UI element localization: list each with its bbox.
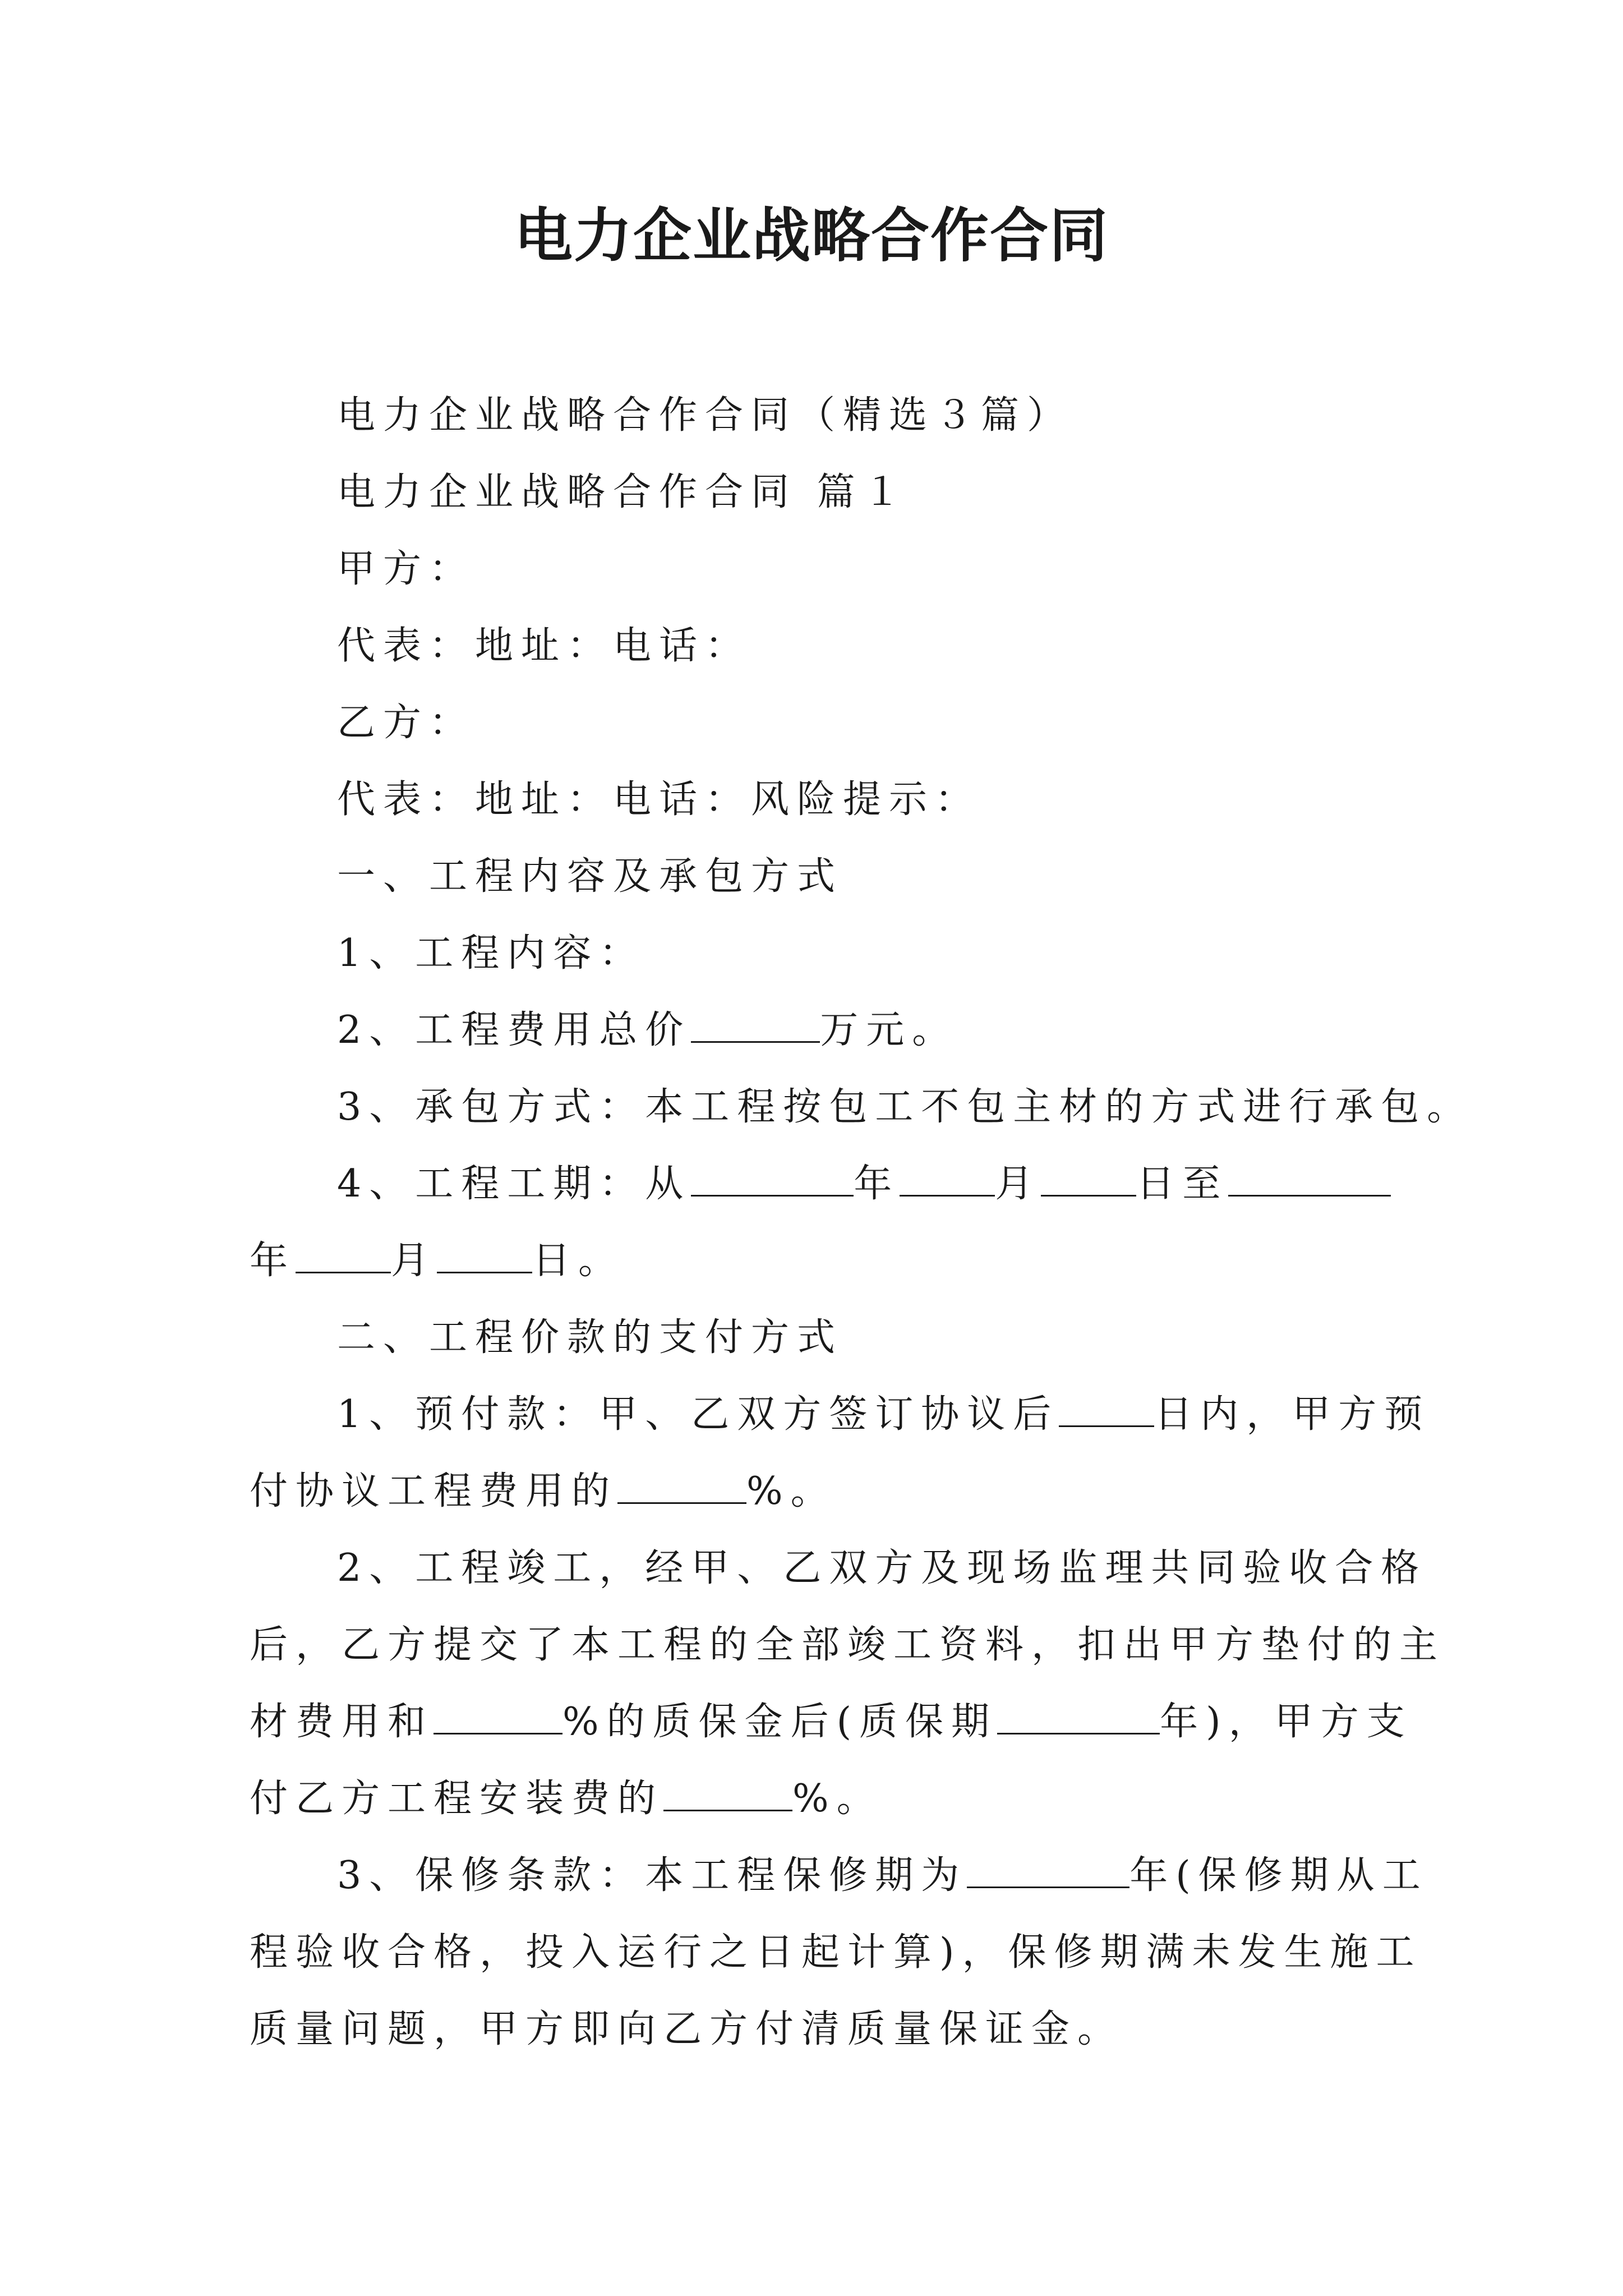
clause-1-3: [250, 1069, 1473, 1145]
party-b-contact: [250, 761, 1388, 838]
fill-blank: [1041, 1162, 1136, 1197]
fill-blank: [691, 1009, 820, 1043]
text: 日。: [532, 1239, 625, 1283]
text: 甲方：: [337, 547, 476, 591]
party-a-label: [250, 531, 1388, 608]
document-title: 电力企业战略合作合同: [514, 201, 1109, 270]
clause-1-4: [250, 1145, 1388, 1222]
text: 代表：地址：电话：风险提示：: [337, 777, 981, 822]
text: 月: [391, 1239, 437, 1283]
clause-2-1-cont: [250, 1453, 1388, 1530]
clause-heading-1: [250, 838, 1388, 915]
clause-1-4-cont: [250, 1222, 1388, 1299]
text: 3、承包方式：本工程按包工不包主材的方式进行承包。: [337, 1085, 1473, 1129]
fill-blank: [967, 1854, 1129, 1888]
fill-blank: [900, 1162, 995, 1197]
paragraph-subtitle: [250, 377, 1388, 454]
fill-blank: [437, 1239, 532, 1273]
text: 质量问题，甲方即向乙方付清质量保证金。: [250, 2007, 1124, 2051]
clause-1-1: [250, 915, 1388, 992]
text: 付乙方工程安装费的: [250, 1777, 664, 1821]
party-b-label: [250, 684, 1388, 761]
text: %的质保金后(质保期: [562, 1700, 998, 1744]
text: %。: [792, 1777, 883, 1821]
text: %。: [746, 1469, 837, 1513]
text: 2、工程竣工，经甲、乙双方及现场监理共同验收合格: [337, 1546, 1427, 1590]
clause-2-3-cont: [250, 1991, 1388, 2068]
fill-blank: [1228, 1162, 1391, 1197]
text: 后，乙方提交了本工程的全部竣工资料，扣出甲方垫付的主: [250, 1623, 1446, 1667]
clause-2-1: [250, 1376, 1431, 1453]
party-a-contact: [250, 608, 1388, 684]
fill-blank: [1059, 1393, 1154, 1427]
fill-blank: [617, 1470, 746, 1504]
text: 材费用和: [250, 1700, 434, 1744]
clause-2-2: [250, 1530, 1427, 1607]
clause-2-2-cont: [250, 1607, 1446, 1683]
document-body: [250, 377, 1473, 2068]
text: 3、保修条款：本工程保修期为: [337, 1853, 967, 1898]
text: 乙方：: [337, 701, 476, 745]
text: 万元。: [820, 1008, 958, 1052]
clause-2-2-cont: [250, 1760, 1388, 1837]
fill-blank: [434, 1700, 562, 1734]
text: 月: [995, 1162, 1041, 1206]
fill-blank: [663, 1777, 792, 1811]
text: 电力企业战略合作合同 篇１: [337, 470, 909, 514]
fill-blank: [296, 1239, 391, 1273]
clause-1-2: [250, 992, 1388, 1069]
text: 1、工程内容：: [337, 931, 645, 976]
fill-blank: [691, 1162, 854, 1197]
text: 付协议工程费用的: [250, 1469, 618, 1513]
clause-2-3-cont: [250, 1914, 1422, 1991]
text: 二、工程价款的支付方式: [337, 1315, 843, 1360]
text: 年)，甲方支: [1160, 1700, 1413, 1744]
text: 4、工程工期：从: [337, 1162, 691, 1206]
text: 日内，甲方预: [1154, 1392, 1431, 1437]
paragraph-section-heading: [250, 454, 1388, 531]
clause-heading-2: [250, 1299, 1388, 1376]
clause-2-2-cont: [250, 1683, 1413, 1760]
text: 程验收合格，投入运行之日起计算)，保修期满未发生施工: [250, 1930, 1422, 1975]
text: 2、工程费用总价: [337, 1008, 691, 1052]
text: 电力企业战略合作合同（精选３篇）: [337, 393, 1073, 438]
text: 日至: [1136, 1162, 1229, 1206]
text: 1、预付款：甲、乙双方签订协议后: [337, 1392, 1059, 1437]
text: 年: [854, 1162, 900, 1206]
text: 年: [250, 1239, 296, 1283]
text: 代表：地址：电话：: [337, 624, 751, 668]
text: 年(保修期从工: [1129, 1853, 1428, 1898]
clause-2-3: [250, 1837, 1428, 1914]
fill-blank: [997, 1700, 1160, 1734]
text: 一、工程内容及承包方式: [337, 854, 843, 899]
